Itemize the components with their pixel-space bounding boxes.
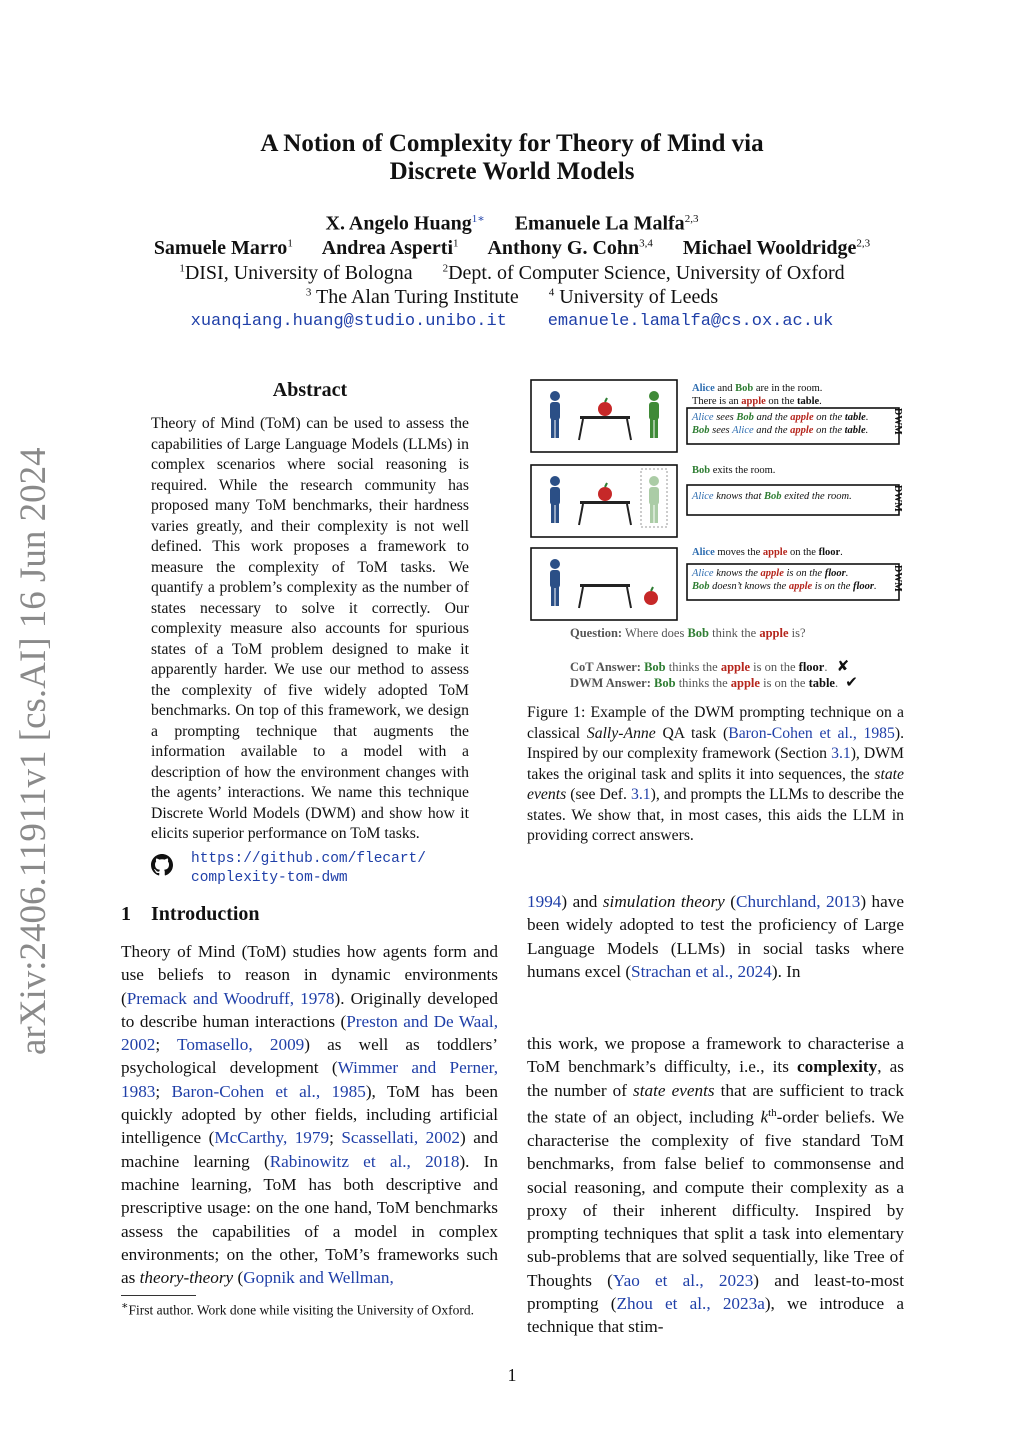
author-name: Samuele Marro: [153, 237, 288, 259]
citation-link[interactable]: Yao et al., 2023: [612, 1270, 754, 1290]
affiliation: The Alan Turing Institute: [311, 286, 519, 308]
citation-link[interactable]: Premack and Woodruff, 1978: [126, 988, 335, 1008]
title-line-1: A Notion of Complexity for Theory of Mind via: [260, 130, 764, 157]
figure-caption: Figure 1: Example of the DWM prompting technique on a classical Sally-Anne QA task (Baron-Cohen et al., 1985). Inspired by our complexity framework (Section 3.1), DWM takes the original task and splits it into sequences, the state events (see Def. 3.1), and prompts the LLMs to describe the states. We show that, in most cases, this aids the LLM in providing correct answers.: [527, 704, 905, 844]
paper-title: [0, 130, 1024, 186]
scene-description-1: Alice and Bob are in the room. There is an apple on the table.: [692, 383, 823, 407]
cross-icon: ✘: [836, 659, 850, 675]
author-affil-mark: 2,3: [856, 237, 871, 250]
right-column-paragraph: 1994) and simulation theory (Churchland, 2013) have been widely adopted to test the proficiency of Large Language Models (LLMs) in social tasks where humans excel (Strachan et al., 2024). In: [527, 892, 904, 981]
email-link[interactable]: xuanqiang.huang@studio.unibo.it: [190, 312, 507, 331]
citation-link[interactable]: Tomasello, 2009: [177, 1035, 305, 1055]
affiliation-row-2: [0, 286, 1024, 309]
author-row-2: [0, 237, 1024, 260]
text-run: ). Originally developed to describe human interactions (: [121, 988, 499, 1031]
citation-link[interactable]: Scassellati, 2002: [341, 1128, 461, 1148]
scene-description-3: Alice moves the apple on the floor.: [692, 547, 843, 558]
footnote-mark: ∗: [121, 1300, 129, 1312]
author-name: X. Angelo Huang: [325, 212, 472, 235]
dwm-state-3: Alice knows the apple is on the floor. Bob doesn’t knows the apple is on the floor.: [692, 568, 877, 592]
section-ref-link[interactable]: 3.1: [831, 745, 851, 762]
affiliation: DISI, University of Bologna: [184, 262, 413, 284]
text-run: ) and machine learning (: [121, 1128, 499, 1171]
affil-mark: 3: [305, 286, 312, 299]
citation-link[interactable]: Baron-Cohen et al., 1985: [171, 1081, 366, 1101]
author-name: Andrea Asperti: [321, 237, 454, 259]
citation-link[interactable]: 1994: [527, 892, 562, 911]
emails: [0, 312, 1024, 331]
footnote-rule: [121, 1295, 196, 1296]
scene-description-2: Bob exits the room.: [692, 465, 776, 476]
author-affil-mark: 1: [287, 237, 293, 250]
figure-question: Question: Where does Bob think the apple is?: [570, 626, 806, 640]
author-name: Anthony G. Cohn: [487, 237, 640, 259]
dwm-label: DWM: [892, 485, 903, 512]
author-name: Emanuele La Malfa: [514, 212, 685, 235]
dwm-label: DWM: [892, 565, 903, 592]
github-icon: [151, 854, 173, 876]
citation-link[interactable]: Zhou et al., 2023a: [616, 1294, 765, 1313]
text-run: ) as well as toddlers’ psychological development (: [121, 1035, 499, 1078]
github-url-line-2[interactable]: complexity-tom-dwm: [191, 870, 348, 886]
italic-term: theory-theory: [139, 1268, 234, 1288]
section-heading: [121, 903, 260, 926]
citation-link[interactable]: McCarthy, 1979: [214, 1128, 330, 1148]
affiliation: Dept. of Computer Science, University of Oxford: [448, 262, 845, 284]
dwm-label: DWM: [892, 408, 903, 435]
github-url-line-1[interactable]: https://github.com/flecart/: [191, 851, 426, 867]
citation-link[interactable]: Wimmer and Perner, 1983: [121, 1058, 498, 1101]
text-run: ), ToM has been quickly adopted by other fields, including artificial intelligence (: [121, 1081, 498, 1148]
section-title: Introduction: [151, 903, 260, 925]
title-line-2: Discrete World Models: [389, 158, 635, 185]
text-run: Theory of Mind (ToM) studies how agents form and use beliefs to reason in dynamic environments (: [121, 942, 498, 1008]
section-number: 1: [121, 903, 131, 925]
definition-ref-link[interactable]: 3.1: [630, 786, 651, 803]
affiliation: University of Leeds: [554, 286, 719, 308]
affil-mark: 1: [179, 262, 185, 275]
affil-mark: 4: [548, 286, 555, 299]
author-affil-mark: 1: [453, 237, 459, 250]
arxiv-identifier: arXiv:2406.11911v1 [cs.AI] 16 Jun 2024: [13, 447, 54, 1055]
author-name: Michael Wooldridge: [682, 237, 857, 259]
citation-link[interactable]: Strachan et al., 2024: [631, 961, 772, 981]
cot-answer: CoT Answer: Bob thinks the apple is on the floor. ✘: [570, 659, 850, 675]
email-link[interactable]: emanuele.lamalfa@cs.ox.ac.uk: [547, 312, 834, 331]
dwm-state-2: Alice knows that Bob exited the room.: [692, 491, 852, 502]
citation-link[interactable]: Preston and De Waal, 2002: [121, 1011, 498, 1055]
author-affil-mark: 2,3: [684, 213, 699, 225]
footnote: [121, 1297, 498, 1320]
abstract-text: Theory of Mind (ToM) can be used to assess the capabilities of Large Language Models (LLMs) in complex scenarios where social reasoning is required. While the research community has proposed many ToM benchmarks, their hardness varies greatly, and their complexity is not well defined. This work proposes a framework to measure the complexity of ToM tasks. We quantify a problem’s complexity as the number of states necessary to solve it correctly. Our complexity measure also accounts for spurious states of a ToM problem designed to make it apparently harder. We use our method to assess the complexity of five widely adopted ToM benchmarks. On top of this framework, we design a prompting technique that augments the information available to a model with a description of how the environment changes with the agents’ interactions. We name this technique Discrete World Models (DWM) and show how it elicits superior performance on ToM tasks.: [151, 415, 469, 842]
abstract-heading: Abstract: [272, 379, 348, 401]
author-affil-mark[interactable]: 1∗: [471, 213, 485, 225]
affiliation-row-1: [0, 262, 1024, 285]
citation-link[interactable]: Rabinowitz et al., 2018: [269, 1151, 460, 1171]
intro-paragraph: Theory of Mind (ToM) studies how agents form and use beliefs to reason in dynamic environments (Premack and Woodruff, 1978). Originally developed to describe human interactions (Preston and De Waal, 2002; Tomasello, 2009) as well as toddlers’ psychological development (Wimmer and Perner, 1983; Baron-Cohen et al., 1985), ToM has been quickly adopted by other fields, including artificial intelligence (McCarthy, 1979; Scassellati, 2002) and machine learning (Rabinowitz et al., 2018). In machine learning, ToM has both descriptive and prescriptive usage: on the one hand, ToM benchmarks assess the capabilities of a model in complex environments; on the other, ToM’s frameworks such as theory-theory (Gopnik and Wellman,: [121, 942, 499, 1288]
dwm-answer: DWM Answer: Bob thinks the apple is on the table. ✔: [570, 675, 858, 691]
text-run: (: [233, 1268, 244, 1288]
check-icon: ✔: [845, 675, 858, 691]
footnote-text: First author. Work done while visiting the University of Oxford.: [128, 1302, 474, 1318]
citation-link[interactable]: Baron-Cohen et al., 1985: [728, 724, 895, 742]
dwm-state-1: Alice sees Bob and the apple on the table. Bob sees Alice and the apple on the table.: [692, 412, 869, 436]
right-column-paragraph-continued: this work, we propose a framework to characterise a ToM benchmark’s difficulty, i.e., its complexity, as the number of state events that are sufficient to track the state of an object, including $k^{th}$-order beliefs. We characterise the complexity of five standard ToM benchmarks, from false belief to commonsense and social reasoning, and compute their complexity as a proxy of their inherent difficulty. Inspired by prompting techniques that split a task into elementary sub-problems that are solved sequentially, like Tree of Thoughts (Yao et al., 2023) and least-to-most prompting (Zhou et al., 2023a), we introduce a technique that stim-: [527, 1034, 905, 1337]
author-row-1: [0, 212, 1024, 236]
citation-link[interactable]: Gopnik and Wellman,: [243, 1268, 394, 1288]
author-affil-mark: 3,4: [639, 237, 653, 250]
affil-mark: 2: [442, 262, 449, 275]
page-number: 1: [507, 1365, 517, 1385]
text-run: ). In machine learning, ToM has both descriptive and prescriptive usage: on the one hand, ToM benchmarks assess the capabilities of a model in complex environments; on the other, ToM’s frameworks such as: [121, 1151, 499, 1288]
citation-link[interactable]: Churchland, 2013: [736, 892, 861, 911]
